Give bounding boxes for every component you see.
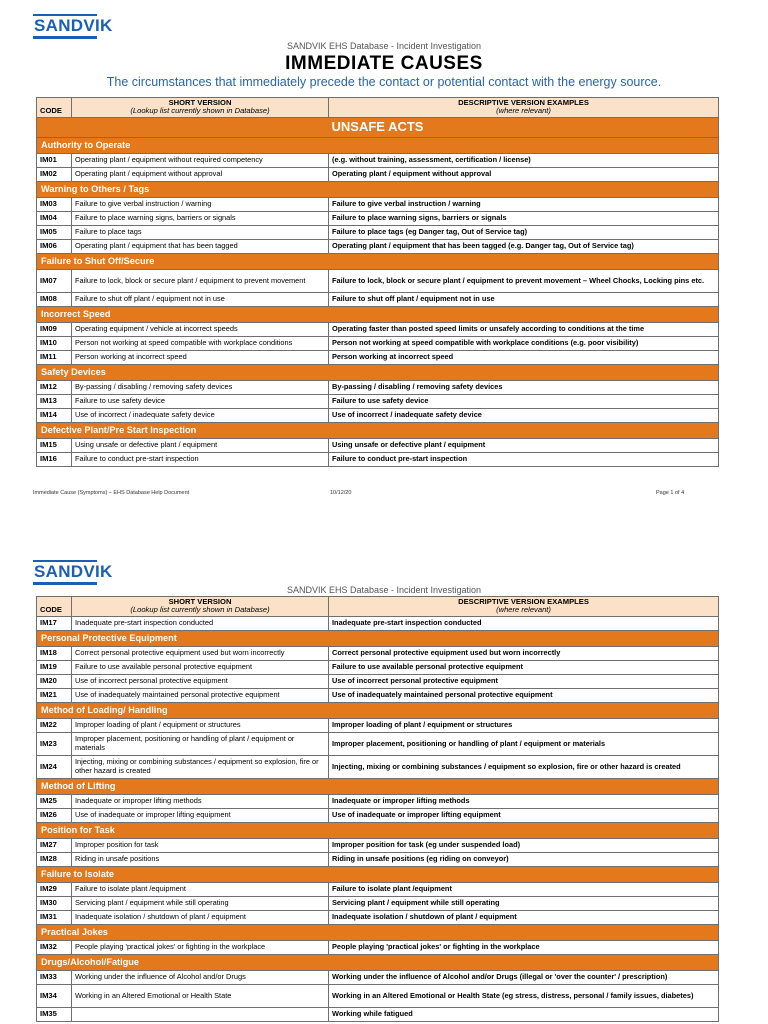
column-header-short-title: SHORT VERSION (168, 98, 232, 107)
cause-short-version: Correct personal protective equipment used but worn incorrectly (72, 646, 329, 660)
cause-short-version: People playing 'practical jokes' or fighting in the workplace (72, 940, 329, 954)
cause-short-version: Improper loading of plant / equipment or structures (72, 718, 329, 732)
cause-code: IM19 (37, 660, 72, 674)
document-page-1 (0, 0, 768, 510)
table-row (37, 394, 719, 408)
page-tagline: The circumstances that immediately precede the contact or potential contact with the energy source. (106, 75, 662, 89)
table-row (37, 269, 719, 292)
column-header-short (72, 597, 329, 617)
table-row (37, 167, 719, 181)
table-row (37, 153, 719, 167)
cause-short-version: Riding in unsafe positions (72, 852, 329, 866)
cause-descriptive-version: Injecting, mixing or combining substances / equipment so explosion, fire or other hazard is created (329, 755, 719, 778)
cause-code: IM20 (37, 674, 72, 688)
cause-descriptive-version: Failure to give verbal instruction / warning (329, 197, 719, 211)
section-title: Failure to Isolate (37, 866, 719, 882)
cause-code: IM33 (37, 970, 72, 984)
section-header-row (37, 866, 719, 882)
cause-code: IM14 (37, 408, 72, 422)
cause-short-version: Inadequate pre-start inspection conducted (72, 616, 329, 630)
cause-short-version: Failure to shut off plant / equipment not in use (72, 292, 329, 306)
cause-descriptive-version: Failure to isolate plant /equipment (329, 882, 719, 896)
table-row (37, 336, 719, 350)
cause-code: IM03 (37, 197, 72, 211)
table-row (37, 732, 719, 755)
table-row (37, 794, 719, 808)
section-header-row (37, 924, 719, 940)
cause-short-version: Using unsafe or defective plant / equipment (72, 438, 329, 452)
column-header-desc (329, 98, 719, 118)
table-row (37, 1007, 719, 1021)
section-header-row (37, 422, 719, 438)
section-title: Personal Protective Equipment (37, 630, 719, 646)
cause-short-version: Failure to use safety device (72, 394, 329, 408)
table-row (37, 882, 719, 896)
section-title: Warning to Others / Tags (37, 181, 719, 197)
cause-code: IM10 (37, 336, 72, 350)
cause-short-version: Failure to isolate plant /equipment (72, 882, 329, 896)
cause-descriptive-version: Use of inadequate or improper lifting equipment (329, 808, 719, 822)
section-title: Practical Jokes (37, 924, 719, 940)
table-row (37, 808, 719, 822)
cause-code: IM35 (37, 1007, 72, 1021)
table-row (37, 896, 719, 910)
cause-short-version: Failure to use available personal protective equipment (72, 660, 329, 674)
cause-short-version: Failure to lock, block or secure plant / equipment to prevent movement (72, 269, 329, 292)
cause-descriptive-version: Working under the influence of Alcohol and/or Drugs (illegal or 'over the counter' / prescription) (329, 970, 719, 984)
cause-descriptive-version: Improper placement, positioning or handling of plant / equipment or materials (329, 732, 719, 755)
column-header-short (72, 98, 329, 118)
cause-descriptive-version: Person working at incorrect speed (329, 350, 719, 364)
table-row (37, 984, 719, 1007)
cause-descriptive-version: Using unsafe or defective plant / equipment (329, 438, 719, 452)
cause-descriptive-version: (e.g. without training, assessment, certification / license) (329, 153, 719, 167)
cause-code: IM09 (37, 322, 72, 336)
table-row (37, 408, 719, 422)
section-header-row (37, 364, 719, 380)
table-row (37, 350, 719, 364)
cause-descriptive-version: Failure to lock, block or secure plant / equipment to prevent movement – Wheel Chocks, Locking pins etc. (329, 269, 719, 292)
section-title: Method of Loading/ Handling (37, 702, 719, 718)
table-header-row (37, 98, 719, 118)
section-title: Failure to Shut Off/Secure (37, 253, 719, 269)
cause-short-version: Improper placement, positioning or handling of plant / equipment or materials (72, 732, 329, 755)
cause-code: IM23 (37, 732, 72, 755)
cause-code: IM30 (37, 896, 72, 910)
cause-short-version: Failure to conduct pre-start inspection (72, 452, 329, 466)
cause-descriptive-version: Operating faster than posted speed limits or unsafely according to conditions at the time (329, 322, 719, 336)
column-header-short-subtitle: (Lookup list currently shown in Database) (130, 106, 270, 116)
cause-descriptive-version: Failure to place warning signs, barriers or signals (329, 211, 719, 225)
cause-code: IM15 (37, 438, 72, 452)
cause-short-version: Improper position for task (72, 838, 329, 852)
cause-short-version: Working under the influence of Alcohol and/or Drugs (72, 970, 329, 984)
table-row (37, 688, 719, 702)
column-header-desc-title: DESCRIPTIVE VERSION EXAMPLES (458, 98, 589, 107)
cause-code: IM34 (37, 984, 72, 1007)
section-title: Safety Devices (37, 364, 719, 380)
cause-code: IM02 (37, 167, 72, 181)
cause-code: IM12 (37, 380, 72, 394)
cause-short-version: Use of inadequately maintained personal protective equipment (72, 688, 329, 702)
cause-short-version: Failure to give verbal instruction / warning (72, 197, 329, 211)
cause-descriptive-version: Inadequate or improper lifting methods (329, 794, 719, 808)
cause-code: IM26 (37, 808, 72, 822)
document-page-2 (0, 548, 768, 1024)
section-header-row (37, 630, 719, 646)
page-gap (0, 510, 768, 548)
cause-descriptive-version: Failure to conduct pre-start inspection (329, 452, 719, 466)
cause-code: IM05 (37, 225, 72, 239)
cause-code: IM32 (37, 940, 72, 954)
sandvik-logo-page-2: SANDVIK (33, 560, 97, 586)
cause-descriptive-version: Operating plant / equipment that has been tagged (e.g. Danger tag, Out of Service tag) (329, 239, 719, 253)
cause-descriptive-version: Improper position for task (eg under suspended load) (329, 838, 719, 852)
section-header-row (37, 778, 719, 794)
cause-code: IM21 (37, 688, 72, 702)
cause-short-version: Person working at incorrect speed (72, 350, 329, 364)
section-header-row (37, 702, 719, 718)
cause-descriptive-version: Use of incorrect / inadequate safety device (329, 408, 719, 422)
section-header-row (37, 306, 719, 322)
cause-code: IM18 (37, 646, 72, 660)
table-row (37, 910, 719, 924)
table-row (37, 211, 719, 225)
section-title: Incorrect Speed (37, 306, 719, 322)
table-row (37, 225, 719, 239)
cause-short-version: Failure to place warning signs, barriers or signals (72, 211, 329, 225)
table-row (37, 197, 719, 211)
table-header-row (37, 597, 719, 617)
cause-code: IM27 (37, 838, 72, 852)
column-header-code: CODE (37, 98, 72, 118)
column-header-desc-subtitle: (where relevant) (496, 106, 551, 116)
cause-code: IM17 (37, 616, 72, 630)
cause-code: IM01 (37, 153, 72, 167)
cause-descriptive-version: Use of inadequately maintained personal protective equipment (329, 688, 719, 702)
cause-short-version: Operating plant / equipment that has been tagged (72, 239, 329, 253)
section-header-row (37, 954, 719, 970)
cause-code: IM04 (37, 211, 72, 225)
cause-descriptive-version: Failure to use safety device (329, 394, 719, 408)
cause-descriptive-version: Operating plant / equipment without approval (329, 167, 719, 181)
cause-code: IM06 (37, 239, 72, 253)
database-header-page-2: SANDVIK EHS Database - Incident Investigation (286, 585, 482, 595)
cause-descriptive-version: Failure to place tags (eg Danger tag, Out of Service tag) (329, 225, 719, 239)
table-row (37, 616, 719, 630)
cause-short-version: Use of inadequate or improper lifting equipment (72, 808, 329, 822)
cause-short-version: Use of incorrect / inadequate safety device (72, 408, 329, 422)
cause-short-version: Servicing plant / equipment while still operating (72, 896, 329, 910)
cause-code: IM29 (37, 882, 72, 896)
column-header-code: CODE (37, 597, 72, 617)
section-title: Drugs/Alcohol/Fatigue (37, 954, 719, 970)
cause-code: IM08 (37, 292, 72, 306)
column-header-short-subtitle: (Lookup list currently shown in Database) (130, 605, 270, 615)
cause-short-version: Inadequate isolation / shutdown of plant / equipment (72, 910, 329, 924)
cause-descriptive-version: Working while fatigued (329, 1007, 719, 1021)
cause-short-version: Operating plant / equipment without approval (72, 167, 329, 181)
database-header: SANDVIK EHS Database - Incident Investigation (286, 41, 482, 51)
cause-code: IM28 (37, 852, 72, 866)
group-banner-row (37, 117, 719, 137)
footer-doc-name: Immediate Cause (Symptoms) – EHS Database Help Document (33, 490, 190, 496)
cause-code: IM31 (37, 910, 72, 924)
table-row (37, 838, 719, 852)
cause-code: IM13 (37, 394, 72, 408)
section-header-row (37, 822, 719, 838)
section-title: Defective Plant/Pre Start Inspection (37, 422, 719, 438)
cause-descriptive-version: Riding in unsafe positions (eg riding on conveyor) (329, 852, 719, 866)
cause-descriptive-version: By-passing / disabling / removing safety devices (329, 380, 719, 394)
cause-short-version: Working in an Altered Emotional or Health State (72, 984, 329, 1007)
cause-short-version: Operating plant / equipment without required competency (72, 153, 329, 167)
table-row (37, 380, 719, 394)
cause-code: IM16 (37, 452, 72, 466)
cause-short-version: Injecting, mixing or combining substances / equipment so explosion, fire or other hazard is created (72, 755, 329, 778)
table-row (37, 438, 719, 452)
table-row (37, 674, 719, 688)
cause-descriptive-version: Failure to shut off plant / equipment not in use (329, 292, 719, 306)
column-header-desc-title: DESCRIPTIVE VERSION EXAMPLES (458, 597, 589, 606)
cause-short-version: Person not working at speed compatible with workplace conditions (72, 336, 329, 350)
table-row (37, 755, 719, 778)
cause-descriptive-version: Person not working at speed compatible with workplace conditions (e.g. poor visibility) (329, 336, 719, 350)
section-header-row (37, 181, 719, 197)
section-title: Position for Task (37, 822, 719, 838)
table-row (37, 970, 719, 984)
cause-descriptive-version: People playing 'practical jokes' or fighting in the workplace (329, 940, 719, 954)
section-header-row (37, 137, 719, 153)
cause-descriptive-version: Inadequate pre-start inspection conducted (329, 616, 719, 630)
cause-short-version: Operating equipment / vehicle at incorrect speeds (72, 322, 329, 336)
sandvik-logo: SANDVIK (33, 14, 97, 40)
table-row (37, 852, 719, 866)
table-row (37, 940, 719, 954)
section-header-row (37, 253, 719, 269)
table-row (37, 718, 719, 732)
section-title: Method of Lifting (37, 778, 719, 794)
column-header-desc (329, 597, 719, 617)
causes-table-page-1 (36, 97, 719, 467)
footer-page-number: Page 1 of 4 (656, 490, 685, 496)
cause-descriptive-version: Inadequate isolation / shutdown of plant / equipment (329, 910, 719, 924)
cause-descriptive-version: Use of incorrect personal protective equipment (329, 674, 719, 688)
cause-short-version: Inadequate or improper lifting methods (72, 794, 329, 808)
table-row (37, 292, 719, 306)
causes-table-page-2 (36, 596, 719, 1022)
cause-code: IM24 (37, 755, 72, 778)
cause-short-version: By-passing / disabling / removing safety devices (72, 380, 329, 394)
cause-code: IM07 (37, 269, 72, 292)
footer-date: 10/12/20 (330, 490, 352, 496)
cause-descriptive-version: Working in an Altered Emotional or Health State (eg stress, distress, personal / family issues, diabetes) (329, 984, 719, 1007)
table-row (37, 239, 719, 253)
table-row (37, 660, 719, 674)
group-banner-unsafe-acts: UNSAFE ACTS (37, 117, 719, 137)
section-title: Authority to Operate (37, 137, 719, 153)
cause-short-version: Failure to place tags (72, 225, 329, 239)
page-title: IMMEDIATE CAUSES (285, 53, 483, 74)
column-header-desc-subtitle: (where relevant) (496, 605, 551, 615)
cause-code: IM22 (37, 718, 72, 732)
cause-descriptive-version: Improper loading of plant / equipment or structures (329, 718, 719, 732)
column-header-short-title: SHORT VERSION (168, 597, 232, 606)
cause-short-version (72, 1007, 329, 1021)
cause-descriptive-version: Servicing plant / equipment while still operating (329, 896, 719, 910)
cause-short-version: Use of incorrect personal protective equipment (72, 674, 329, 688)
cause-descriptive-version: Failure to use available personal protective equipment (329, 660, 719, 674)
table-row (37, 322, 719, 336)
cause-descriptive-version: Correct personal protective equipment used but worn incorrectly (329, 646, 719, 660)
cause-code: IM25 (37, 794, 72, 808)
table-row (37, 452, 719, 466)
table-row (37, 646, 719, 660)
cause-code: IM11 (37, 350, 72, 364)
